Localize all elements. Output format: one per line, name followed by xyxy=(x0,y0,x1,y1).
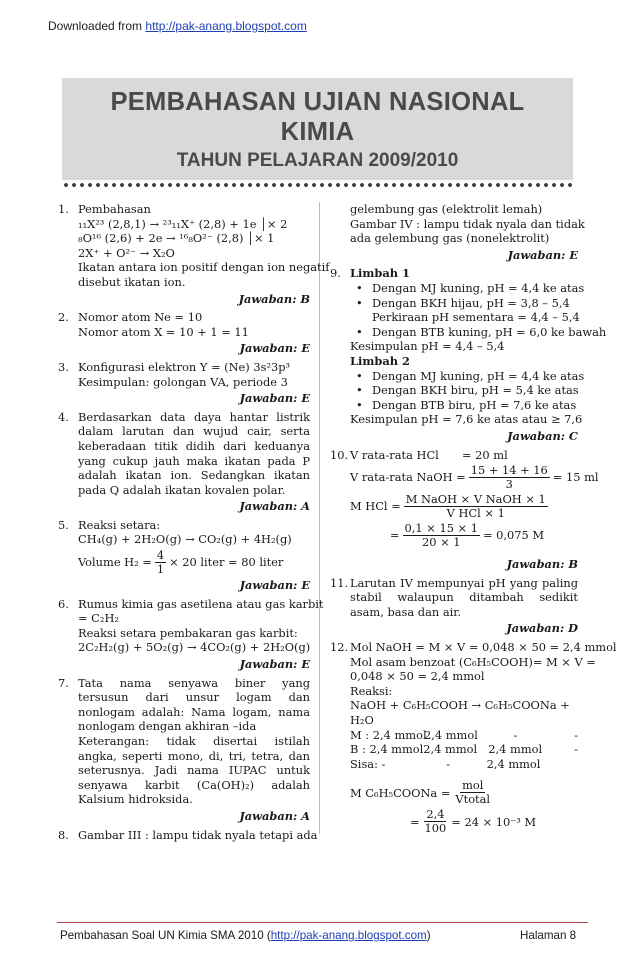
text-line: ₈O¹⁶ (2,6) + 2e → ¹⁶₈O²⁻ (2,8) │× 1 xyxy=(78,231,275,246)
reaction-row xyxy=(350,728,578,743)
text-line: NaOH + C₆H₅COOH → C₆H₅COONa + xyxy=(350,698,570,713)
answer-key: Jawaban: A xyxy=(239,499,310,514)
cell: 2,4 mmol xyxy=(486,756,541,771)
answer-key: Jawaban: E xyxy=(239,391,310,406)
right-column xyxy=(330,202,617,837)
equation-line xyxy=(350,808,578,835)
bullet-item: • Dengan BKH hijau, pH = 3,8 – 5,4 xyxy=(350,296,578,311)
answer-9 xyxy=(330,266,607,443)
equation-line xyxy=(350,463,599,492)
bullet-item: • Dengan MJ kuning, pH = 4,4 ke atas xyxy=(350,281,578,296)
dotted-divider xyxy=(62,182,573,188)
answer-8-continued xyxy=(330,202,585,262)
text-paragraph: Berdasarkan data daya hantar listrik dalam larutan dan wujud cair, serta keberadaan titik didih dari keduanya yang cukup jauh maka ikatan pada P adalah ikatan ion. Sedangkan ikatan pada Q adalah ikatan kovalen polar. xyxy=(78,409,310,497)
left-column xyxy=(58,202,330,842)
item-number: 5. xyxy=(58,517,69,532)
text-line: Gambar III : lampu tidak nyala tetapi ada xyxy=(78,827,318,842)
text-line: CH₄(g) + 2H₂O(g) → CO₂(g) + 4H₂(g) xyxy=(78,532,292,547)
download-source xyxy=(48,19,307,33)
text-line: = C₂H₂ xyxy=(78,611,119,626)
text-line: Nomor atom Ne = 10 xyxy=(78,310,203,325)
item-number: 8. xyxy=(58,827,69,842)
text-line: Reaksi setara: xyxy=(78,517,161,532)
download-prefix: Downloaded from xyxy=(48,19,146,33)
text-line: 2C₂H₂(g) + 5O₂(g) → 4CO₂(g) + 2H₂O(g) xyxy=(78,640,311,655)
item-number: 2. xyxy=(58,310,69,325)
fraction xyxy=(469,464,550,491)
denominator: V HCl × 1 xyxy=(446,506,505,521)
cell: M : 2,4 mmol xyxy=(350,727,427,742)
cell: 2,4 mmol xyxy=(488,742,543,757)
text-line: Reaksi: xyxy=(350,683,393,698)
answer-3 xyxy=(58,360,310,406)
text-paragraph: Keterangan: tidak disertai istilah angka, seperti mono, di, tri, tetra, dan seterusnya. Jadi nama IUPAC untuk senyawa karbit (Ca(OH)₂) adalah Kalsium hidroksida. xyxy=(78,734,310,807)
text-line: 0,048 × 50 = 2,4 mmol xyxy=(350,669,485,684)
text-line: Kesimpulan pH = 7,6 ke atas atau ≥ 7,6 xyxy=(350,412,583,427)
bullet-item: • Dengan BKH biru, pH = 5,4 ke atas xyxy=(350,383,578,398)
eq-text: = 24 × 10⁻³ M xyxy=(451,814,537,829)
bullet-item: • Dengan BTB biru, pH = 7,6 ke atas xyxy=(350,398,578,413)
text-line: Pembahasan xyxy=(78,202,151,216)
subheading: Limbah 1 xyxy=(350,266,410,281)
text-line: Kesimpulan pH = 4,4 – 5,4 xyxy=(350,339,505,354)
eq-text: = 20 ml xyxy=(462,447,508,462)
cell: - xyxy=(574,742,578,757)
title-line-2: KIMIA xyxy=(280,118,355,146)
footer-rule xyxy=(57,922,588,923)
eq-text: V rata-rata NaOH = xyxy=(350,470,466,485)
item-number: 9. xyxy=(330,266,341,281)
eq-text: × 20 liter = 80 liter xyxy=(169,555,284,570)
answer-key: Jawaban: B xyxy=(506,557,578,572)
fraction xyxy=(403,522,480,549)
eq-text: = 15 ml xyxy=(552,470,599,485)
text-line: H₂O xyxy=(350,713,374,728)
item-number: 3. xyxy=(58,359,69,374)
answer-11 xyxy=(330,576,578,636)
eq-text: = xyxy=(390,528,400,543)
text-line: Mol NaOH = M × V = 0,048 × 50 = 2,4 mmol xyxy=(350,640,617,655)
subheading: Limbah 2 xyxy=(350,353,410,368)
numerator: M NaOH × V NaOH × 1 xyxy=(405,492,546,507)
answer-12 xyxy=(330,640,617,836)
reaction-row xyxy=(350,757,578,772)
item-number: 6. xyxy=(58,596,69,611)
cell: - xyxy=(513,727,518,742)
text-paragraph: Larutan IV mempunyai pH yang paling stabil walaupun ditambah sedikit asam, basa dan air. xyxy=(350,575,578,619)
footer-suffix: ) xyxy=(426,929,431,942)
answer-key: Jawaban: E xyxy=(239,341,310,356)
answer-key: Jawaban: E xyxy=(239,578,310,593)
page-number: Halaman 8 xyxy=(520,929,577,942)
text-line: ada gelembung gas (nonelektrolit) xyxy=(350,231,550,246)
answer-key: Jawaban: C xyxy=(507,428,578,443)
numerator: 2,4 xyxy=(426,807,445,822)
cell: 2,4 mmol xyxy=(423,742,478,757)
equation-line xyxy=(350,779,578,806)
numerator: mol xyxy=(462,778,484,793)
denominator: 100 xyxy=(424,821,447,836)
denominator: Vtotal xyxy=(455,792,491,807)
text-line: Perkiraan pH sementara = 4,4 – 5,4 xyxy=(372,310,580,325)
fraction xyxy=(404,493,548,520)
cell: 2,4 mmol xyxy=(424,727,478,742)
footer-link[interactable]: http://pak-anang.blogspot.com xyxy=(270,929,427,942)
eq-text: = 0,075 M xyxy=(482,528,545,543)
footer-source xyxy=(60,929,431,942)
title-line-3: TAHUN PELAJARAN 2009/2010 xyxy=(176,150,459,171)
text-line: ₁₁X²³ (2,8,1) → ²³₁₁X⁺ (2,8) + 1e │× 2 xyxy=(78,216,288,231)
text-line: 2X⁺ + O²⁻ → X₂O xyxy=(78,245,175,260)
numerator: 0,1 × 15 × 1 xyxy=(404,521,478,536)
denominator: 3 xyxy=(505,477,513,492)
eq-text: M C₆H₅COONa = xyxy=(350,785,451,800)
volume-equation xyxy=(78,549,310,576)
text-line: Nomor atom X = 10 + 1 = 11 xyxy=(78,324,249,339)
text-line: Ikatan antara ion positif dengan ion negatif xyxy=(78,260,330,275)
cell: - xyxy=(446,756,451,771)
text-line: Gambar IV : lampu tidak nyala dan tidak xyxy=(350,216,585,231)
footer-prefix: Pembahasan Soal UN Kimia SMA 2010 ( xyxy=(60,929,271,942)
answer-1 xyxy=(58,202,330,306)
item-number: 7. xyxy=(58,675,69,690)
denominator: 20 × 1 xyxy=(422,535,461,550)
equation-line xyxy=(350,448,578,463)
denominator: 1 xyxy=(156,562,165,577)
text-line: gelembung gas (elektrolit lemah) xyxy=(350,202,543,216)
text-line: Konfigurasi elektron Y = (Ne) 3s²3p³ xyxy=(78,359,291,374)
answer-4 xyxy=(58,410,310,514)
cell: B : 2,4 mmol xyxy=(350,742,424,757)
text-line: Rumus kimia gas asetilena atau gas karbit xyxy=(78,596,324,611)
answer-key: Jawaban: A xyxy=(239,808,310,823)
equation-line xyxy=(350,522,578,549)
answer-key: Jawaban: E xyxy=(507,247,578,262)
answer-8 xyxy=(58,827,318,843)
item-number: 12. xyxy=(330,640,349,655)
fraction xyxy=(155,549,166,576)
answer-2 xyxy=(58,310,310,356)
numerator: 4 xyxy=(156,548,165,563)
eq-text: Volume H₂ = xyxy=(78,555,152,570)
item-number: 1. xyxy=(58,202,69,216)
title-line-1: PEMBAHASAN UJIAN NASIONAL xyxy=(110,88,525,116)
title-banner xyxy=(62,78,573,180)
source-link[interactable]: http://pak-anang.blogspot.com xyxy=(145,19,307,33)
answer-key: Jawaban: D xyxy=(506,621,578,636)
column-divider xyxy=(319,202,320,834)
text-line: disebut ikatan ion. xyxy=(78,274,186,289)
text-line: Mol asam benzoat (C₆H₅COOH)= M × V = xyxy=(350,654,596,669)
eq-text: M HCl = xyxy=(350,499,401,514)
fraction xyxy=(423,808,449,835)
eq-text: V rata-rata HCl xyxy=(350,447,439,462)
equation-line xyxy=(350,493,578,520)
answer-10 xyxy=(330,447,599,572)
eq-text: = xyxy=(410,814,420,829)
text-paragraph: Tata nama senyawa biner yang tersusun dari unsur logam dan nonlogam adalah: Nama logam, nama nonlogam dengan akhiran –ida xyxy=(78,675,310,734)
answer-key: Jawaban: B xyxy=(238,291,310,306)
answer-key: Jawaban: E xyxy=(239,657,310,672)
cell xyxy=(550,757,578,772)
bullet-item: • Dengan MJ kuning, pH = 4,4 ke atas xyxy=(350,369,578,384)
answer-6 xyxy=(58,596,324,672)
item-number: 4. xyxy=(58,409,69,424)
answer-7 xyxy=(58,676,310,824)
text-line: Reaksi setara pembakaran gas karbit: xyxy=(78,625,298,640)
text-line: Kesimpulan: golongan VA, periode 3 xyxy=(78,374,288,389)
numerator: 15 + 14 + 16 xyxy=(470,463,548,478)
reaction-row xyxy=(350,742,578,757)
item-number: 10. xyxy=(330,447,349,462)
fraction xyxy=(453,779,492,806)
item-number: 11. xyxy=(330,575,349,590)
answer-5 xyxy=(58,518,310,593)
cell: Sisa: - xyxy=(350,756,386,771)
bullet-item: • Dengan BTB kuning, pH = 6,0 ke bawah xyxy=(350,325,578,340)
cell: - xyxy=(574,727,578,742)
